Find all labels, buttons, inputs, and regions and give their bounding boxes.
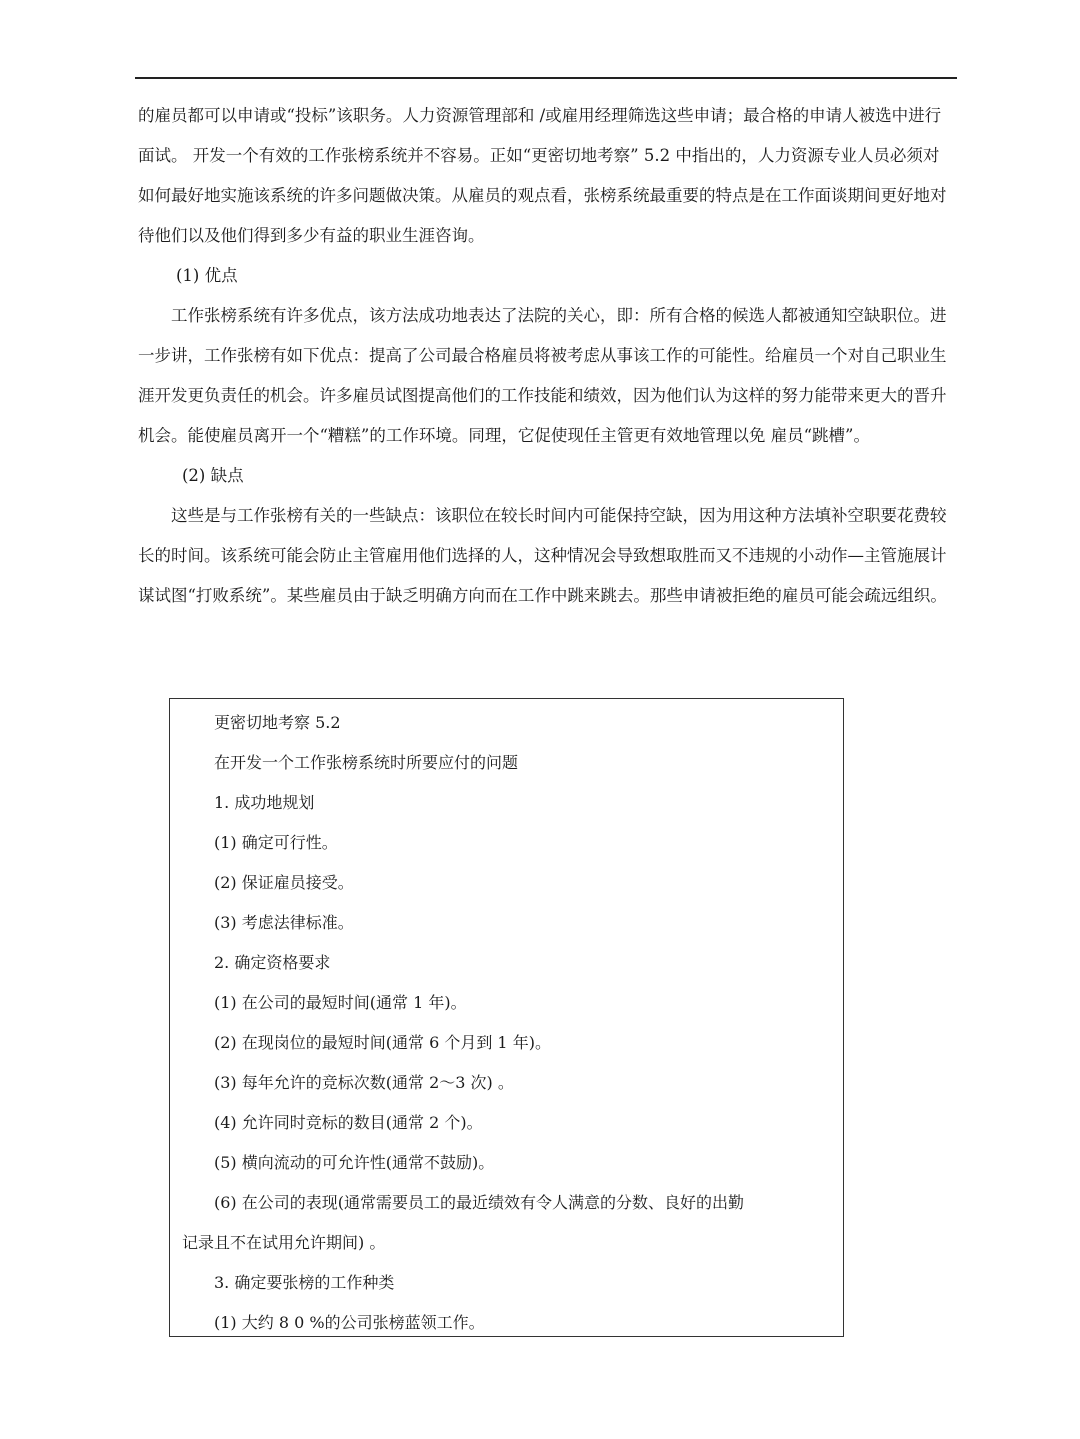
box-item-continuation: 记录且不在试用允许期间) 。 bbox=[182, 1233, 386, 1252]
box-item: 1. 成功地规划 bbox=[214, 793, 315, 812]
paragraph-advantages: 工作张榜系统有许多优点，该方法成功地表达了法院的关心，即：所有合格的候选人都被通知空缺职位。进一步讲，工作张榜有如下优点：提高了公司最合格雇员将被考虑从事该工作的可能性。给雇员一个对自己职业生涯开发更负责任的机会。许多雇员试图提高他们的工作技能和绩效，因为他们认为这样的努力能带来更大的晋升机会。能使雇员离开一个“糟糕”的工作环境。同理，它促使现任主管更有效地管理以免 雇员“跳槽”。 bbox=[138, 306, 947, 445]
heading-disadvantages: (2) 缺点 bbox=[182, 466, 244, 485]
box-item: 3. 确定要张榜的工作种类 bbox=[214, 1273, 395, 1292]
paragraph-disadvantages: 这些是与工作张榜有关的一些缺点：该职位在较长时间内可能保持空缺，因为用这种方法填补空职要花费较长的时间。该系统可能会防止主管雇用他们选择的人，这种情况会导致想取胜而又不违规的小动作—主管施展计谋试图“打败系统”。某些雇员由于缺乏明确方向而在工作中跳来跳去。那些申请被拒绝的雇员可能会疏远组织。 bbox=[138, 506, 947, 605]
box-item: (1) 大约 8 0 %的公司张榜蓝领工作。 bbox=[214, 1313, 485, 1332]
box-item: (2) 保证雇员接受。 bbox=[214, 873, 354, 892]
header-rule bbox=[135, 77, 957, 79]
box-item: (3) 考虑法律标准。 bbox=[214, 913, 354, 932]
box-item: (4) 允许同时竞标的数目(通常 2 个)。 bbox=[214, 1113, 483, 1132]
box-item: (2) 在现岗位的最短时间(通常 6 个月到 1 年)。 bbox=[214, 1033, 551, 1052]
box-item: (5) 横向流动的可允许性(通常不鼓励)。 bbox=[214, 1153, 495, 1172]
box-title: 更密切地考察 5.2 bbox=[214, 713, 341, 732]
box-subtitle: 在开发一个工作张榜系统时所要应付的问题 bbox=[214, 753, 519, 772]
box-item: (3) 每年允许的竞标次数(通常 2～3 次) 。 bbox=[214, 1073, 514, 1092]
box-item: (6) 在公司的表现(通常需要员工的最近绩效有令人满意的分数、良好的出勤 bbox=[214, 1193, 744, 1212]
document-body bbox=[138, 96, 950, 616]
box-item: 2. 确定资格要求 bbox=[214, 953, 331, 972]
box-item: (1) 在公司的最短时间(通常 1 年)。 bbox=[214, 993, 467, 1012]
box-item: (1) 确定可行性。 bbox=[214, 833, 338, 852]
sidebar-box bbox=[169, 698, 844, 1337]
paragraph-intro: 的雇员都可以申请或“投标”该职务。人力资源管理部和 /或雇用经理筛选这些申请；最合格的申请人被选中进行面试。 开发一个有效的工作张榜系统并不容易。正如“更密切地考察” 5.2 中指出的，人力资源专业人员必须对如何最好地实施该系统的许多问题做决策。从雇员的观点看，张榜系统最重要的特点是在工作面谈期间更好地对待他们以及他们得到多少有益的职业生涯咨询。 bbox=[138, 106, 947, 245]
heading-advantages: (1) 优点 bbox=[176, 266, 238, 285]
